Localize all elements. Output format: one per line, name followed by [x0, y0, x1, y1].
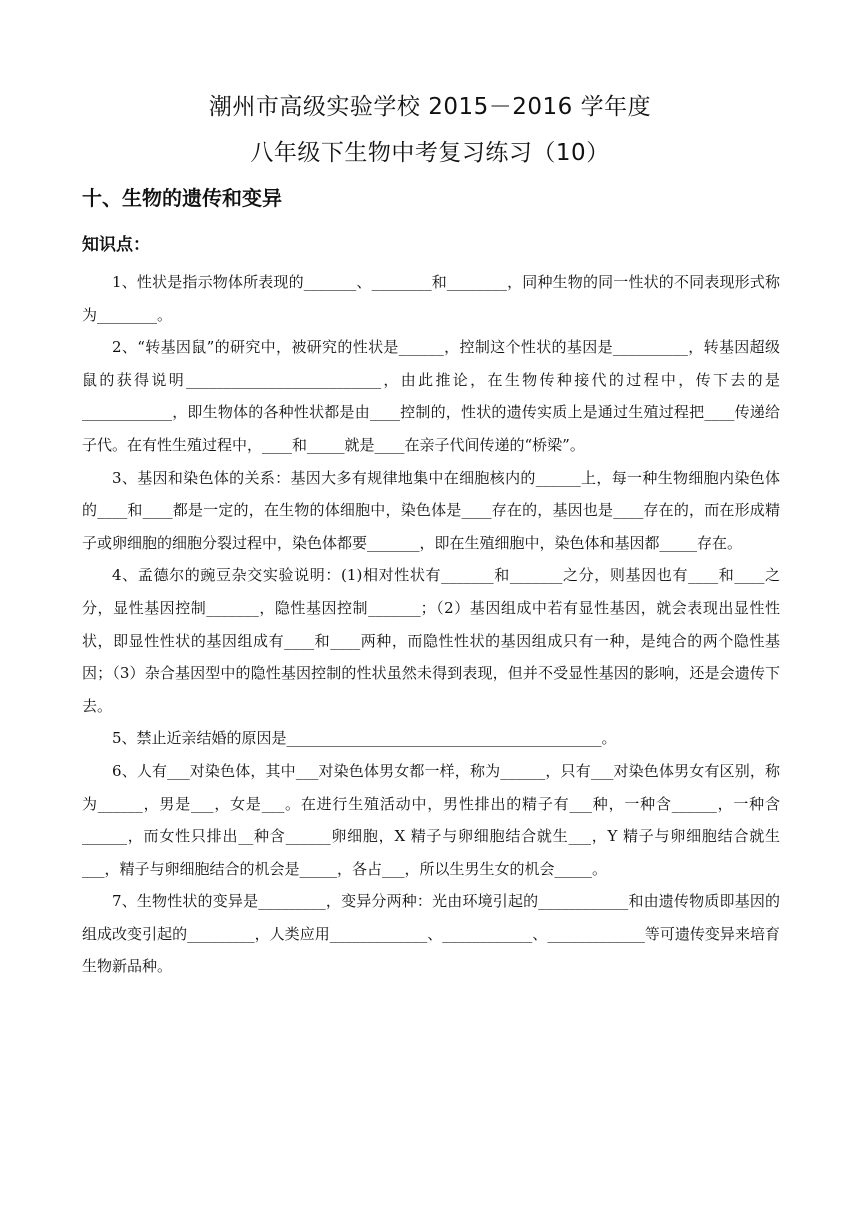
document-title-line-2: 八年级下生物中考复习练习（10）	[250, 140, 610, 166]
section-heading: 十、生物的遗传和变异	[82, 186, 282, 210]
exercise-body	[82, 266, 780, 983]
knowledge-points-heading: 知识点：	[82, 235, 150, 255]
exercise-item-2: 2、“转基因鼠”的研究中，被研究的性状是______，控制这个性状的基因是__________，转基因超级鼠的获得说明__________________________，由此推论，在生物传种接代的过程中，传下去的是____________，即生物体的各种性状都是由____控制的，性状的遗传实质上是通过生殖过程把____传递给子代。在有性生殖过程中，____和_____就是____在亲子代间传递的“桥梁”。	[82, 338, 780, 454]
exercise-item-7: 7、生物性状的变异是_________，变异分两种：光由环境引起的____________和由遗传物质即基因的组成改变引起的_________，人类应用_____________、____________、_____________等可遗传变异来培育生物新品种。	[82, 892, 780, 976]
exercise-item-3: 3、基因和染色体的关系：基因大多有规律地集中在细胞核内的______上，每一种生物细胞内染色体的____和____都是一定的，在生物的体细胞中，染色体是____存在的，基因也是____存在的，而在形成精子或卵细胞的细胞分裂过程中，染色体都要_______，即在生殖细胞中，染色体和基因都_____存在。	[82, 468, 780, 552]
exercise-item-1: 1、性状是指示物体所表现的_______、________和________，同种生物的同一性状的不同表现形式称为________。	[82, 273, 780, 324]
exercise-item-4: 4、孟德尔的豌豆杂交实验说明：(1)相对性状有_______和_______之分，则基因也有____和____之分，显性基因控制_______，隐性基因控制_______；（2）基因组成中若有显性基因，就会表现出显性性状，即显性性状的基因组成有____和____两种，而隐性性状的基因组成只有一种，是纯合的两个隐性基因；（3）杂合基因型中的隐性基因控制的性状虽然未得到表现，但并不受显性基因的影响，还是会遗传下去。	[82, 566, 780, 715]
exercise-item-6: 6、人有___对染色体，其中___对染色体男女都一样，称为______，只有___对染色体男女有区别，称为______，男是___，女是___。在进行生殖活动中，男性排出的精子有___种，一种含______，一种含______，而女性只排出__种含______卵细胞，X 精子与卵细胞结合就生___，Y 精子与卵细胞结合就生___，精子与卵细胞结合的机会是_____，各占___，所以生男生女的机会_____。	[82, 761, 780, 878]
exercise-item-5: 5、禁止近亲结婚的原因是__________________________________________。	[112, 729, 617, 748]
document-title-line-1: 潮州市高级实验学校 2015－2016 学年度	[208, 94, 652, 120]
